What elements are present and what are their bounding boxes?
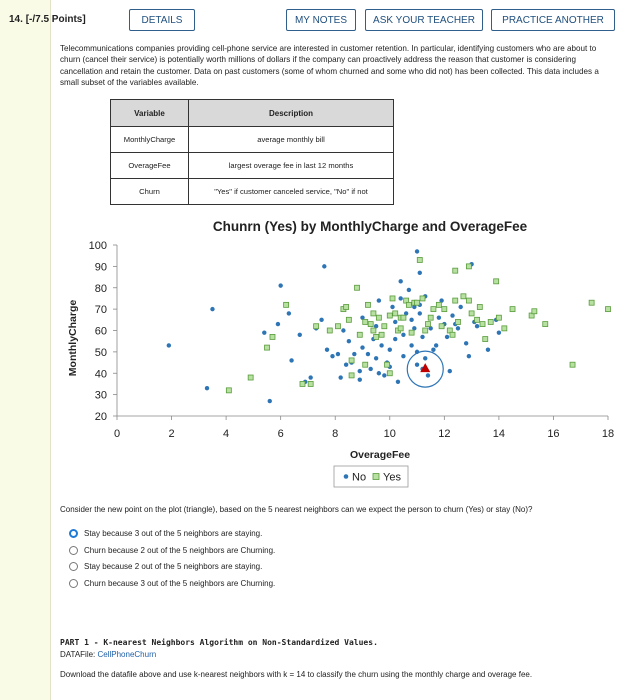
- data-point-yes: [270, 334, 275, 339]
- data-point-yes: [387, 313, 392, 318]
- data-point-yes: [496, 315, 501, 320]
- y-tick-label: 70: [94, 304, 107, 317]
- table-header-variable: Variable: [111, 100, 189, 127]
- data-point-yes: [570, 362, 575, 367]
- data-point-yes: [436, 302, 441, 307]
- data-point-yes: [357, 332, 362, 337]
- data-point-yes: [363, 362, 368, 367]
- data-point-no: [456, 326, 460, 330]
- data-point-yes: [409, 330, 414, 335]
- answer-option-2[interactable]: [69, 543, 275, 557]
- datafile-line: DATAFile: CellPhoneChurn: [60, 650, 157, 659]
- data-point-yes: [308, 381, 313, 386]
- data-point-yes: [226, 388, 231, 393]
- data-point-yes: [368, 322, 373, 327]
- data-point-no: [459, 305, 463, 309]
- data-point-no: [415, 363, 419, 367]
- data-point-no: [401, 333, 405, 337]
- y-tick-label: 50: [94, 346, 107, 359]
- part1-title: PART 1 - K-nearest Neighbors Algorithm on Non-Standardized Values.: [60, 638, 378, 647]
- option-label: Churn because 3 out of the 5 neighbors are Churning.: [84, 578, 276, 588]
- data-point-yes: [428, 315, 433, 320]
- data-point-no: [366, 352, 370, 356]
- download-instructions: Download the datafile above and use k-nearest neighbors with k = 14 to classify the churn using the monthly charge and overage fee.: [60, 670, 533, 679]
- data-point-no: [352, 352, 356, 356]
- data-point-yes: [344, 304, 349, 309]
- data-point-no: [338, 375, 342, 379]
- data-point-no: [467, 354, 471, 358]
- data-point-no: [426, 373, 430, 377]
- data-point-yes: [420, 296, 425, 301]
- data-point-no: [401, 354, 405, 358]
- data-point-yes: [466, 298, 471, 303]
- data-point-no: [407, 288, 411, 292]
- data-point-no: [420, 335, 424, 339]
- table-row: [111, 127, 394, 153]
- data-point-no: [388, 348, 392, 352]
- data-point-yes: [382, 324, 387, 329]
- data-point-no: [360, 345, 364, 349]
- data-point-yes: [453, 298, 458, 303]
- table-cell: Churn: [111, 179, 189, 205]
- x-tick-label: 10: [383, 428, 396, 440]
- data-point-yes: [355, 285, 360, 290]
- data-point-yes: [335, 324, 340, 329]
- variables-table: [110, 99, 394, 205]
- data-point-no: [336, 352, 340, 356]
- data-point-yes: [480, 322, 485, 327]
- option-label: Stay because 2 out of the 5 neighbors are staying.: [84, 561, 263, 571]
- data-point-yes: [365, 302, 370, 307]
- answer-option-1[interactable]: [69, 526, 262, 540]
- data-point-yes: [502, 326, 507, 331]
- data-point-no: [418, 271, 422, 275]
- data-point-no: [423, 356, 427, 360]
- x-tick-label: 18: [601, 428, 615, 440]
- y-tick-label: 90: [94, 261, 107, 274]
- table-cell: MonthlyCharge: [111, 127, 189, 153]
- legend-yes-marker: [373, 474, 379, 480]
- question-text: Consider the new point on the plot (triangle), based on the 5 nearest neighbors can we expect the person to churn (Yes) or stay (No)?: [60, 505, 533, 514]
- table-header-description: Description: [189, 100, 394, 127]
- data-point-no: [486, 348, 490, 352]
- radio-button[interactable]: [69, 529, 78, 538]
- data-point-yes: [431, 307, 436, 312]
- data-point-yes: [477, 304, 482, 309]
- data-point-yes: [300, 381, 305, 386]
- data-point-yes: [439, 324, 444, 329]
- data-point-yes: [488, 319, 493, 324]
- answer-option-4[interactable]: [69, 576, 275, 590]
- data-point-yes: [398, 326, 403, 331]
- data-point-no: [377, 298, 381, 302]
- data-point-no: [379, 343, 383, 347]
- data-point-no: [308, 375, 312, 379]
- y-axis-label: MonthlyCharge: [67, 299, 79, 377]
- data-point-no: [409, 343, 413, 347]
- data-point-no: [418, 311, 422, 315]
- data-point-yes: [423, 328, 428, 333]
- data-point-yes: [314, 324, 319, 329]
- data-point-yes: [327, 328, 332, 333]
- radio-button[interactable]: [69, 562, 78, 571]
- data-point-yes: [532, 309, 537, 314]
- table-cell: OverageFee: [111, 153, 189, 179]
- data-point-yes: [494, 279, 499, 284]
- data-point-no: [276, 322, 280, 326]
- data-point-yes: [510, 307, 515, 312]
- option-label: Stay because 3 out of the 5 neighbors are staying.: [84, 528, 263, 538]
- y-tick-label: 30: [94, 389, 107, 402]
- data-point-yes: [401, 315, 406, 320]
- left-margin-bar: [0, 0, 51, 700]
- data-point-no: [464, 341, 468, 345]
- data-point-yes: [543, 322, 548, 327]
- x-tick-label: 12: [438, 428, 451, 440]
- data-point-no: [268, 399, 272, 403]
- ask-teacher-button[interactable]: ASK YOUR TEACHER: [365, 9, 483, 31]
- data-point-yes: [374, 334, 379, 339]
- datafile-link[interactable]: CellPhoneChurn: [97, 650, 157, 659]
- question-header: [0, 0, 631, 42]
- y-tick-label: 80: [94, 282, 107, 295]
- data-point-no: [278, 283, 282, 287]
- data-point-no: [374, 356, 378, 360]
- question-number: 14. [-/7.5 Points]: [9, 14, 86, 25]
- data-point-yes: [371, 311, 376, 316]
- data-point-yes: [483, 337, 488, 342]
- legend-yes-label: Yes: [383, 471, 401, 484]
- data-point-no: [445, 335, 449, 339]
- data-point-no: [287, 311, 291, 315]
- data-point-yes: [265, 345, 270, 350]
- data-point-yes: [461, 294, 466, 299]
- data-point-yes: [455, 319, 460, 324]
- radio-button[interactable]: [69, 546, 78, 555]
- data-point-yes: [425, 322, 430, 327]
- option-label: Churn because 2 out of the 5 neighbors are Churning.: [84, 545, 276, 555]
- table-row: [111, 179, 394, 205]
- data-point-no: [322, 264, 326, 268]
- data-point-no: [368, 367, 372, 371]
- data-point-no: [319, 318, 323, 322]
- data-point-no: [330, 354, 334, 358]
- x-axis-label: OverageFee: [349, 449, 411, 461]
- data-point-no: [347, 339, 351, 343]
- data-point-no: [450, 313, 454, 317]
- data-point-no: [431, 348, 435, 352]
- data-point-no: [398, 279, 402, 283]
- data-point-no: [298, 333, 302, 337]
- data-point-no: [341, 328, 345, 332]
- y-tick-label: 40: [94, 368, 107, 381]
- data-point-no: [210, 307, 214, 311]
- data-point-no: [390, 305, 394, 309]
- data-point-no: [358, 369, 362, 373]
- data-point-no: [382, 373, 386, 377]
- data-point-no: [396, 380, 400, 384]
- data-point-yes: [284, 302, 289, 307]
- data-point-yes: [379, 332, 384, 337]
- intro-text: Telecommunications companies providing cell-phone service are interested in customer retention. In particular, identifying customers who are about to churn (cancel their service) is potentially worth millions of dollars if the company can proactively address the reason that customer is considering cancellation and retain the customer. Data on past customers (some of whom churned and some who did not) has been collected. This data includes a small subset of the variables available.: [60, 44, 599, 87]
- x-tick-label: 14: [492, 428, 506, 440]
- data-point-yes: [387, 371, 392, 376]
- data-point-yes: [442, 307, 447, 312]
- data-point-no: [437, 315, 441, 319]
- x-tick-label: 8: [332, 428, 339, 440]
- y-tick-label: 60: [94, 325, 107, 338]
- data-point-yes: [589, 300, 594, 305]
- answer-option-3[interactable]: [69, 559, 262, 573]
- scatter-chart: [50, 210, 630, 500]
- data-point-no: [344, 363, 348, 367]
- x-tick-label: 2: [168, 428, 175, 440]
- table-cell: largest overage fee in last 12 months: [189, 153, 394, 179]
- data-point-yes: [390, 296, 395, 301]
- data-point-no: [448, 369, 452, 373]
- details-button[interactable]: DETAILS: [129, 9, 195, 31]
- data-point-yes: [376, 315, 381, 320]
- data-point-yes: [469, 311, 474, 316]
- data-point-yes: [385, 362, 390, 367]
- data-point-yes: [417, 257, 422, 262]
- data-point-no: [205, 386, 209, 390]
- table-cell: "Yes" if customer canceled service, "No" if not: [189, 179, 394, 205]
- data-point-yes: [393, 311, 398, 316]
- my-notes-button[interactable]: MY NOTES: [286, 9, 356, 31]
- data-point-yes: [346, 317, 351, 322]
- y-tick-label: 100: [88, 240, 107, 252]
- y-tick-label: 20: [94, 411, 107, 423]
- legend-no-marker: [344, 474, 349, 479]
- data-point-no: [325, 348, 329, 352]
- data-point-yes: [363, 319, 368, 324]
- x-tick-label: 16: [547, 428, 560, 440]
- table-cell: average monthly bill: [189, 127, 394, 153]
- data-point-no: [393, 320, 397, 324]
- practice-another-button[interactable]: PRACTICE ANOTHER: [491, 9, 615, 31]
- data-point-no: [497, 330, 501, 334]
- data-point-no: [434, 343, 438, 347]
- data-point-no: [475, 324, 479, 328]
- chart-title: Chunrn (Yes) by MonthlyCharge and OverageFee: [212, 219, 528, 234]
- data-point-no: [415, 249, 419, 253]
- data-point-yes: [453, 268, 458, 273]
- data-point-no: [398, 296, 402, 300]
- x-tick-label: 4: [223, 428, 230, 440]
- data-point-no: [262, 330, 266, 334]
- table-row: [111, 153, 394, 179]
- data-point-yes: [349, 373, 354, 378]
- data-point-no: [167, 343, 171, 347]
- x-tick-label: 0: [113, 428, 121, 440]
- data-point-yes: [406, 302, 411, 307]
- x-tick-label: 6: [277, 428, 284, 440]
- data-point-yes: [371, 328, 376, 333]
- data-point-no: [358, 377, 362, 381]
- data-point-no: [377, 371, 381, 375]
- data-point-no: [289, 358, 293, 362]
- data-point-yes: [248, 375, 253, 380]
- data-point-yes: [606, 307, 611, 312]
- data-point-no: [393, 337, 397, 341]
- data-point-no: [409, 318, 413, 322]
- data-point-yes: [475, 317, 480, 322]
- data-point-yes: [466, 264, 471, 269]
- data-point-yes: [415, 300, 420, 305]
- data-point-yes: [450, 332, 455, 337]
- chart-legend: [334, 466, 408, 487]
- legend-no-label: No: [352, 471, 367, 484]
- data-point-yes: [349, 358, 354, 363]
- radio-button[interactable]: [69, 579, 78, 588]
